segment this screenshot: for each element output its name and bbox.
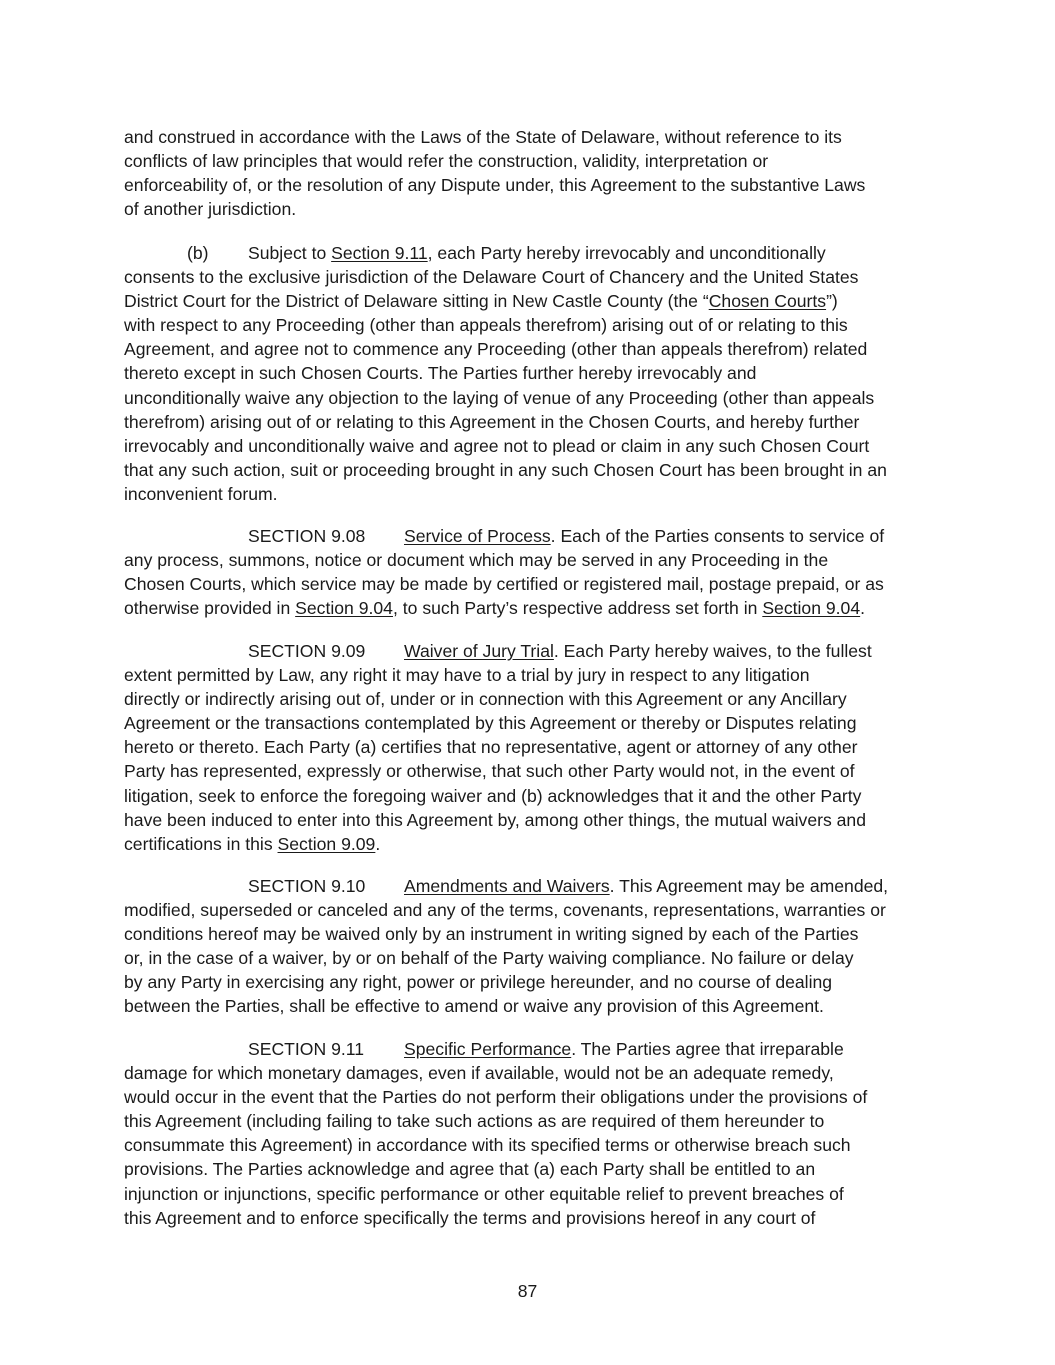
text-line: by any Party in exercising any right, power or privilege hereunder, and no course of dealing [124,972,833,993]
text-line: directly or indirectly arising out of, under or in connection with this Agreement or any Ancillary [124,689,847,710]
subsection-label: (b) [187,243,209,263]
text-line: consents to the exclusive jurisdiction of the Delaware Court of Chancery and the United States [124,267,859,288]
section-title: Specific Performance [404,1039,572,1059]
section-title: Amendments and Waivers [404,876,610,896]
text-line: enforceability of, or the resolution of any Dispute under, this Agreement to the substantive Laws [124,175,866,196]
section-title: Waiver of Jury Trial [404,641,554,661]
text-line: this Agreement (including failing to take such actions as are required of them hereunder to [124,1111,825,1132]
section-number: SECTION 9.08 [248,526,366,546]
text-line: SECTION 9.11 Specific Performance. The Parties agree that irreparable [124,1037,934,1061]
text-line: inconvenient forum. [124,483,278,504]
text-line: conditions hereof may be waived only by an instrument in writing signed by each of the Parties [124,924,859,945]
text-line: conflicts of law principles that would refer the construction, validity, interpretation or [124,151,769,172]
page-number: 87 [517,1281,538,1301]
defined-term: Chosen Courts [708,291,827,312]
text-line: SECTION 9.10 Amendments and Waivers. This Agreement may be amended, [124,874,934,898]
section-number: SECTION 9.10 [248,876,366,896]
text-line: injunction or injunctions, specific performance or other equitable relief to prevent breaches of [124,1183,844,1204]
text-line: SECTION 9.08 Service of Process. Each of the Parties consents to service of [124,524,934,548]
text-line: Agreement, and agree not to commence any Proceeding (other than appeals therefrom) related [124,339,868,360]
section-9-10 [124,874,934,1019]
text-line: hereto or thereto. Each Party (a) certifies that no representative, agent or attorney of any other [124,737,858,758]
paragraph-jurisdiction-b [124,241,934,506]
text-line: therefrom) arising out of or relating to this Agreement in the Chosen Courts, and hereby further [124,411,860,432]
text-line: any process, summons, notice or document which may be served in any Proceeding in the [124,550,829,571]
section-reference-link[interactable]: Section 9.09 [277,833,376,854]
text-line: have been induced to enter into this Agreement by, among other things, the mutual waivers and [124,809,867,830]
text-line: or, in the case of a waiver, by or on behalf of the Party waiving compliance. No failure or delay [124,948,854,969]
section-reference-link[interactable]: Section 9.04 [762,598,861,619]
text-line: unconditionally waive any objection to the laying of venue of any Proceeding (other than appeals [124,387,875,408]
text-line: that any such action, suit or proceeding brought in any such Chosen Court has been brought in an [124,459,887,480]
section-9-09 [124,639,934,856]
text-line: extent permitted by Law, any right it may have to a trial by jury in respect to any litigation [124,665,810,686]
section-reference-link[interactable]: Section 9.11 [331,243,428,263]
paragraph-governing-law-continuation [124,125,934,221]
text-line: otherwise provided in Section 9.04, to such Party’s respective address set forth in Section 9.04. [124,598,866,619]
text-line: provisions. The Parties acknowledge and agree that (a) each Party shall be entitled to an [124,1159,816,1180]
text-line: (b) Subject to Section 9.11, each Party hereby irrevocably and unconditionally [124,241,934,265]
text-line: with respect to any Proceeding (other than appeals therefrom) arising out of or relating to this [124,315,848,336]
text-line: between the Parties, shall be effective to amend or waive any provision of this Agreement. [124,996,824,1017]
section-number: SECTION 9.09 [248,641,366,661]
text-line: Party has represented, expressly or otherwise, that such other Party would not, in the event of [124,761,855,782]
text-line: would occur in the event that the Parties do not perform their obligations under the provisions of [124,1087,868,1108]
text-line: District Court for the District of Delaware sitting in New Castle County (the “Chosen Courts”) [124,291,838,312]
text-line: damage for which monetary damages, even if available, would not be an adequate remedy, [124,1063,834,1084]
section-number: SECTION 9.11 [248,1039,365,1059]
text-line: and construed in accordance with the Laws of the State of Delaware, without reference to its [124,127,842,147]
text-line: of another jurisdiction. [124,199,297,220]
text-line: litigation, seek to enforce the foregoing waiver and (b) acknowledges that it and the other Party [124,785,862,806]
text-line: Agreement or the transactions contemplated by this Agreement or thereby or Disputes relating [124,713,857,734]
section-9-11 [124,1037,934,1230]
text-line: thereto except in such Chosen Courts. The Parties further hereby irrevocably and [124,363,757,384]
section-9-08 [124,524,934,620]
text-line: SECTION 9.09 Waiver of Jury Trial. Each Party hereby waives, to the fullest [124,639,934,663]
text-line: this Agreement and to enforce specifically the terms and provisions hereof in any court of [124,1207,816,1228]
section-title: Service of Process [404,526,551,546]
text-line: consummate this Agreement) in accordance with its specified terms or otherwise breach such [124,1135,851,1156]
text-line: modified, superseded or canceled and any of the terms, covenants, representations, warranties or [124,900,886,921]
text-line: certifications in this Section 9.09. [124,833,381,854]
text-line: irrevocably and unconditionally waive and agree not to plead or claim in any such Chosen Court [124,435,870,456]
section-reference-link[interactable]: Section 9.04 [295,598,393,619]
text-line: Chosen Courts, which service may be made by certified or registered mail, postage prepaid, or as [124,574,884,595]
